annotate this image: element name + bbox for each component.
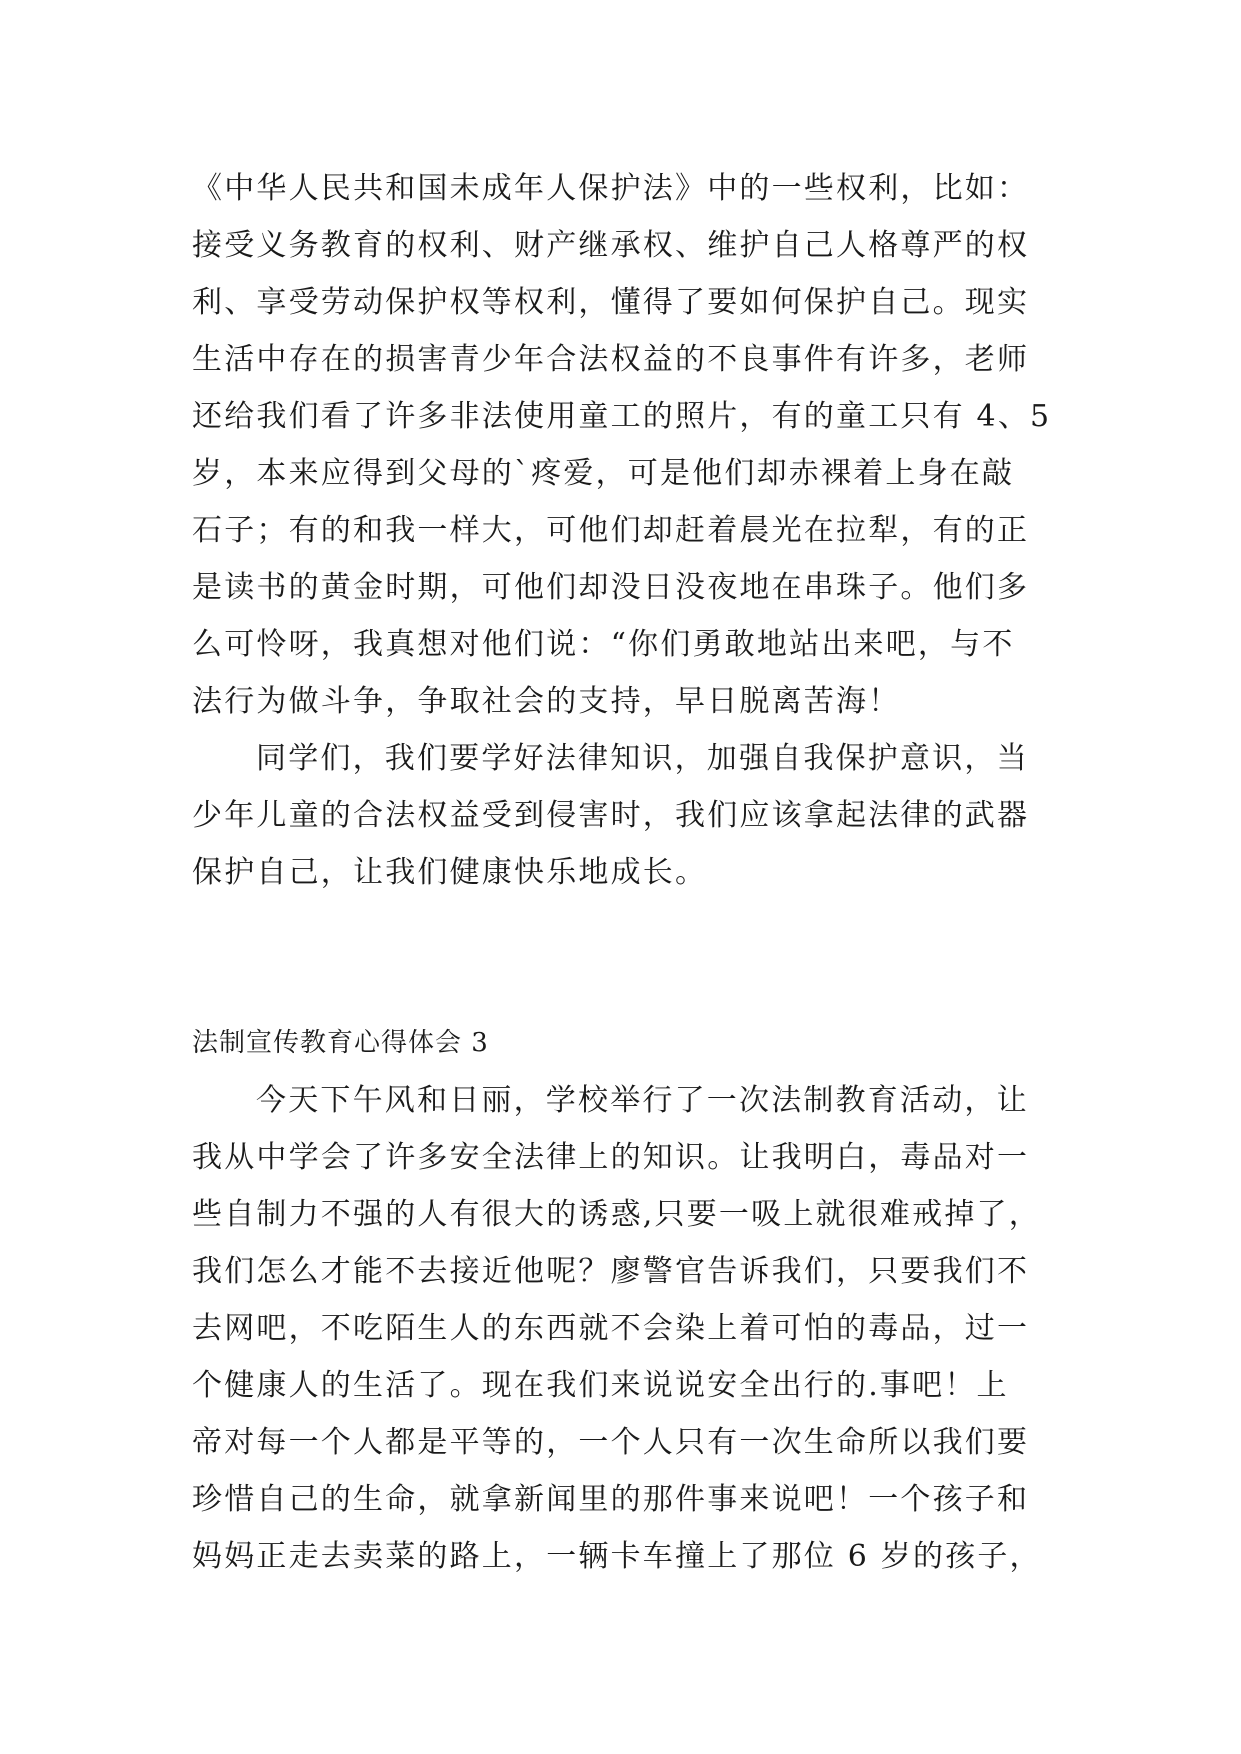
text-line: 利、享受劳动保护权等权利，懂得了要如何保护自己。现实 <box>192 285 1030 320</box>
text-line: 么可怜呀，我真想对他们说：“你们勇敢地站出来吧，与不 <box>192 627 1015 662</box>
text-line: 我们怎么才能不去接近他呢？廖警官告诉我们，只要我们不 <box>192 1254 1030 1289</box>
section-heading: 法制宣传教育心得体会 3 <box>192 1028 489 1058</box>
text-line: 是读书的黄金时期，可他们却没日没夜地在串珠子。他们多 <box>192 570 1030 605</box>
paragraph-legal-education <box>192 1072 1052 1585</box>
text-line: 《中华人民共和国未成年人保护法》中的一些权利，比如： <box>192 171 1030 206</box>
text-line: 生活中存在的损害青少年合法权益的不良事件有许多，老师 <box>192 342 1030 377</box>
text-line: 还给我们看了许多非法使用童工的照片，有的童工只有 4、5 <box>192 399 1052 434</box>
text-line: 保护自己，让我们健康快乐地成长。 <box>192 855 708 890</box>
text-line: 帝对每一个人都是平等的，一个人只有一次生命所以我们要 <box>192 1425 1030 1460</box>
text-line: 妈妈正走去卖菜的路上，一辆卡车撞上了那位 6 岁的孩子， <box>192 1539 1042 1574</box>
text-line: 同学们，我们要学好法律知识，加强自我保护意识，当 <box>256 741 1029 776</box>
document-body <box>192 160 1052 1585</box>
text-line: 珍惜自己的生命，就拿新闻里的那件事来说吧！一个孩子和 <box>192 1482 1030 1517</box>
text-line: 岁，本来应得到父母的`疼爱，可是他们却赤裸着上身在敲 <box>192 456 1015 491</box>
paragraph-conclusion <box>192 730 1052 901</box>
paragraph-rights <box>192 160 1052 730</box>
text-line: 我从中学会了许多安全法律上的知识。让我明白，毒品对一 <box>192 1140 1030 1175</box>
text-line: 石子；有的和我一样大，可他们却赶着晨光在拉犁，有的正 <box>192 513 1030 548</box>
text-line: 今天下午风和日丽，学校举行了一次法制教育活动，让 <box>256 1083 1029 1118</box>
text-line: 法行为做斗争，争取社会的支持，早日脱离苦海！ <box>192 684 901 719</box>
text-line: 接受义务教育的权利、财产继承权、维护自己人格尊严的权 <box>192 228 1030 263</box>
text-line: 少年儿童的合法权益受到侵害时，我们应该拿起法律的武器 <box>192 798 1030 833</box>
text-line: 些自制力不强的人有很大的诱惑,只要一吸上就很难戒掉了， <box>192 1197 1041 1232</box>
text-line: 去网吧，不吃陌生人的东西就不会染上着可怕的毒品，过一 <box>192 1311 1030 1346</box>
section-gap <box>192 901 1052 1015</box>
text-line: 个健康人的生活了。现在我们来说说安全出行的.事吧！上 <box>192 1368 1009 1403</box>
